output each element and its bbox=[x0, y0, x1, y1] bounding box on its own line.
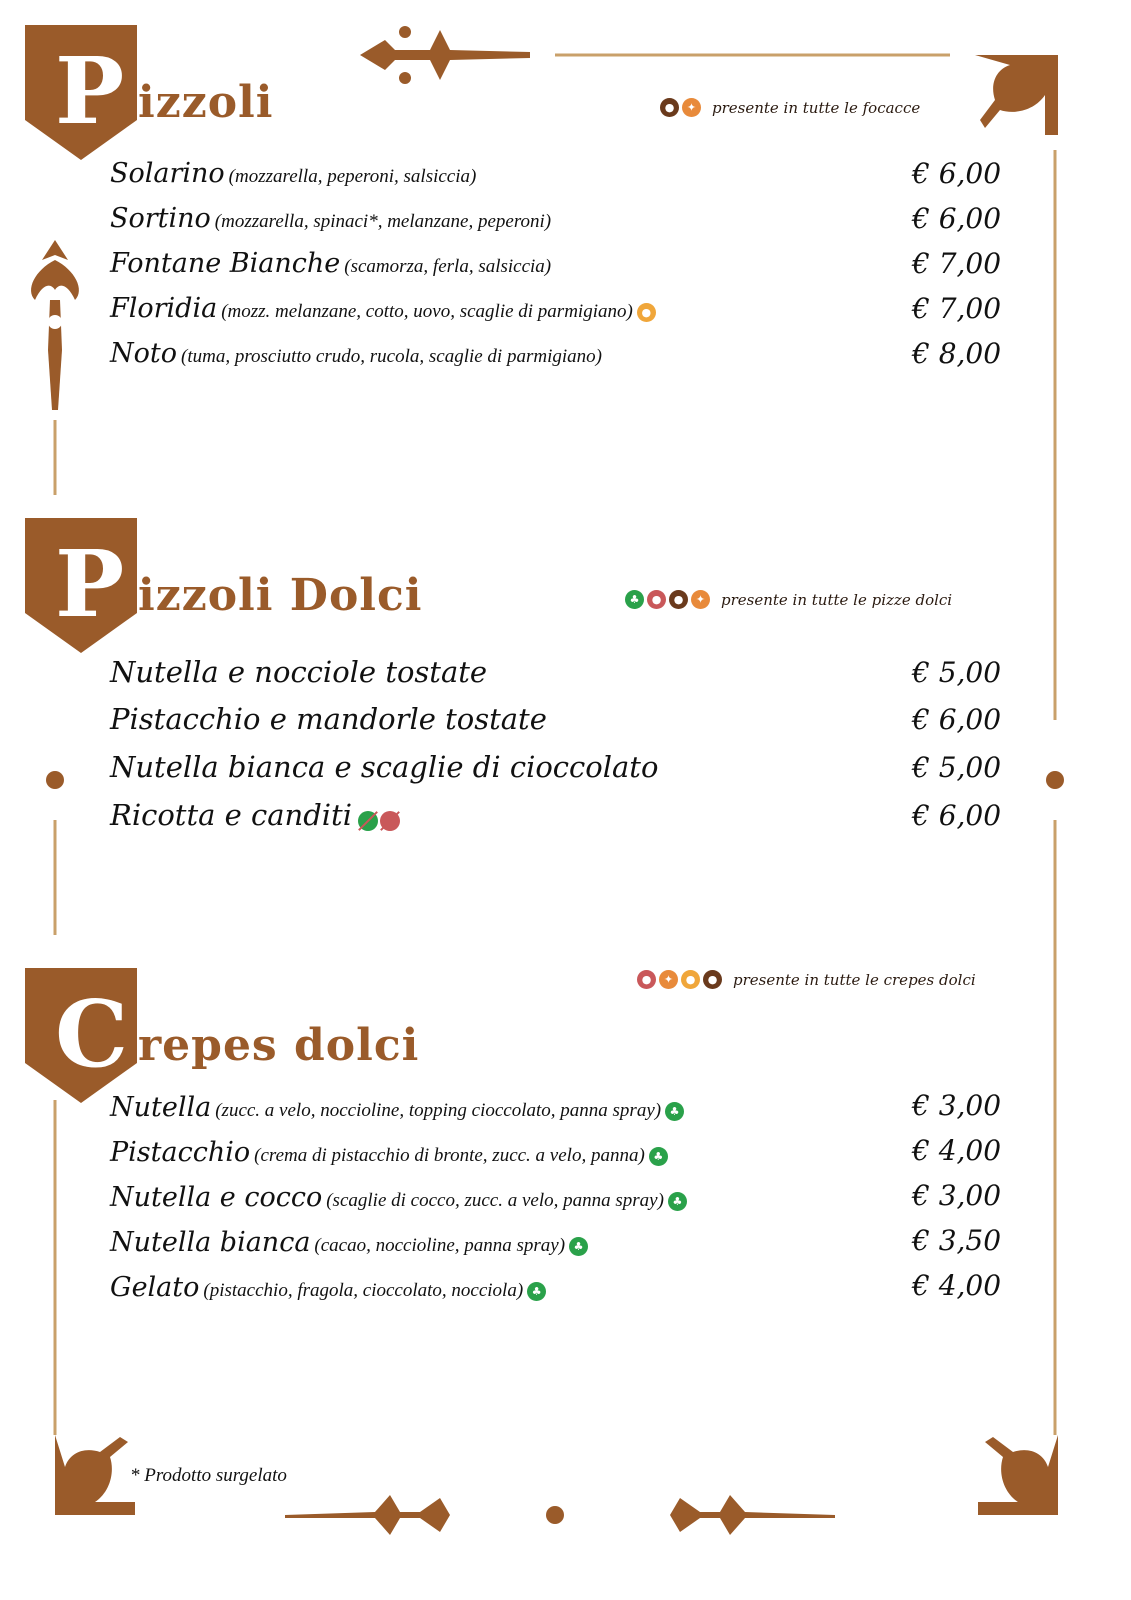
title-initial: C bbox=[55, 980, 129, 1088]
item-price: € 3,00 bbox=[912, 1179, 1002, 1212]
menu-item bbox=[110, 158, 476, 189]
menu-item bbox=[110, 338, 602, 369]
item-desc: (mozz. melanzane, cotto, uovo, scaglie di parmigiano) bbox=[221, 301, 633, 322]
menu-item bbox=[110, 655, 487, 689]
item-desc: (mozzarella, peperoni, salsiccia) bbox=[228, 166, 477, 187]
item-name: Gelato bbox=[110, 1272, 200, 1303]
item-desc: (scamorza, ferla, salsiccia) bbox=[344, 256, 552, 277]
item-name: Solarino bbox=[110, 158, 225, 189]
clover-icon: ♣ bbox=[668, 1192, 687, 1211]
section-title-pizzoli-dolci bbox=[25, 518, 425, 658]
item-price: € 3,00 bbox=[912, 1089, 1002, 1122]
no-nut-icon bbox=[380, 811, 400, 831]
olive-oil-icon: ● bbox=[669, 590, 688, 609]
title-rest: izzoli bbox=[138, 77, 274, 128]
menu-item bbox=[110, 1092, 684, 1123]
egg-icon: ● bbox=[637, 303, 656, 322]
item-desc: (pistacchio, fragola, cioccolato, nocciola) bbox=[203, 1280, 524, 1301]
nut-icon: ● bbox=[637, 970, 656, 989]
item-price: € 6,00 bbox=[912, 799, 1002, 832]
clover-icon: ♣ bbox=[625, 590, 644, 609]
item-name: Nutella bianca e scaglie di cioccolato bbox=[110, 750, 659, 784]
title-rest: izzoli Dolci bbox=[138, 570, 423, 621]
no-clover-icon bbox=[358, 811, 378, 831]
wheat-icon: ✦ bbox=[682, 98, 701, 117]
menu-item bbox=[110, 750, 658, 784]
item-price: € 6,00 bbox=[912, 202, 1002, 235]
menu-item bbox=[110, 1182, 687, 1213]
menu-item bbox=[110, 1137, 668, 1168]
item-name: Fontane Bianche bbox=[110, 248, 341, 279]
legend bbox=[637, 970, 976, 989]
menu-item bbox=[110, 702, 547, 736]
olive-oil-icon: ● bbox=[660, 98, 679, 117]
item-price: € 5,00 bbox=[912, 751, 1002, 784]
footnote: * Prodotto surgelato bbox=[130, 1465, 287, 1486]
item-desc: (zucc. a velo, noccioline, topping cioccolato, panna spray) bbox=[215, 1100, 662, 1121]
legend-text: presente in tutte le pizze dolci bbox=[721, 590, 953, 609]
item-desc: (cacao, noccioline, panna spray) bbox=[314, 1235, 566, 1256]
item-desc: (scaglie di cocco, zucc. a velo, panna spray) bbox=[326, 1190, 664, 1211]
item-price: € 3,50 bbox=[912, 1224, 1002, 1257]
menu-item bbox=[110, 1272, 546, 1303]
item-price: € 4,00 bbox=[912, 1269, 1002, 1302]
item-name: Sortino bbox=[110, 203, 211, 234]
item-name: Pistacchio bbox=[110, 1137, 251, 1168]
legend-text: presente in tutte le focacce bbox=[712, 98, 921, 117]
menu-item bbox=[110, 798, 400, 832]
item-price: € 7,00 bbox=[912, 292, 1002, 325]
title-initial: P bbox=[55, 37, 125, 145]
clover-icon: ♣ bbox=[527, 1282, 546, 1301]
olive-oil-icon: ● bbox=[703, 970, 722, 989]
item-price: € 8,00 bbox=[912, 337, 1002, 370]
item-name: Nutella bianca bbox=[110, 1227, 311, 1258]
wheat-icon: ✦ bbox=[659, 970, 678, 989]
item-price: € 4,00 bbox=[912, 1134, 1002, 1167]
legend-text: presente in tutte le crepes dolci bbox=[733, 970, 976, 989]
item-name: Floridia bbox=[110, 293, 218, 324]
item-price: € 7,00 bbox=[912, 247, 1002, 280]
item-price: € 5,00 bbox=[912, 656, 1002, 689]
clover-icon: ♣ bbox=[665, 1102, 684, 1121]
clover-icon: ♣ bbox=[649, 1147, 668, 1166]
item-name: Nutella e cocco bbox=[110, 1182, 323, 1213]
menu-item bbox=[110, 1227, 588, 1258]
item-name: Pistacchio e mandorle tostate bbox=[110, 702, 547, 736]
menu-item bbox=[110, 248, 551, 279]
section-title-pizzoli bbox=[25, 25, 325, 165]
item-name: Noto bbox=[110, 338, 177, 369]
menu-item bbox=[110, 293, 656, 324]
nut-icon: ● bbox=[647, 590, 666, 609]
clover-icon: ♣ bbox=[569, 1237, 588, 1256]
legend bbox=[660, 98, 920, 117]
legend bbox=[625, 590, 952, 609]
egg-icon: ● bbox=[681, 970, 700, 989]
title-rest: repes dolci bbox=[138, 1020, 420, 1071]
section-title-crepes-dolci bbox=[25, 968, 425, 1108]
wheat-icon: ✦ bbox=[691, 590, 710, 609]
item-name: Ricotta e canditi bbox=[110, 798, 352, 832]
item-name: Nutella bbox=[110, 1092, 212, 1123]
item-name: Nutella e nocciole tostate bbox=[110, 655, 488, 689]
item-desc: (crema di pistacchio di bronte, zucc. a velo, panna) bbox=[254, 1145, 645, 1166]
item-desc: (mozzarella, spinaci*, melanzane, peperoni) bbox=[214, 211, 552, 232]
menu-item bbox=[110, 203, 551, 234]
item-price: € 6,00 bbox=[912, 157, 1002, 190]
title-initial: P bbox=[55, 530, 125, 638]
item-price: € 6,00 bbox=[912, 703, 1002, 736]
item-desc: (tuma, prosciutto crudo, rucola, scaglie di parmigiano) bbox=[181, 346, 602, 367]
